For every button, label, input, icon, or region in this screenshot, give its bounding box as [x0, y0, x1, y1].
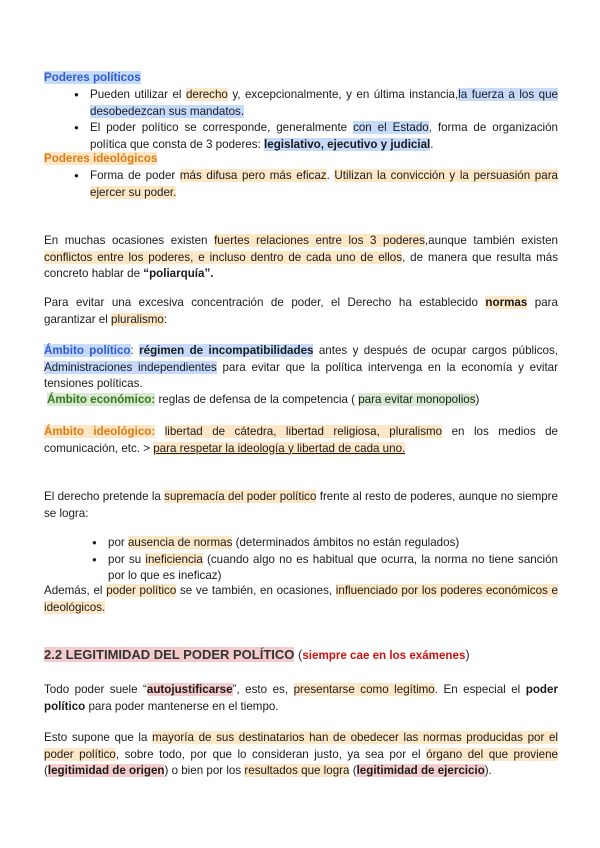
paragraph-ademas: Además, el poder político se ve también, en ocasiones, influenciado por los poderes económicos e ideológicos. [44, 584, 558, 614]
list-item: ● por su ineficiencia (cuando algo no es habitual que ocurra, la norma no tiene sanción por lo que es ineficaz) [108, 552, 558, 585]
paragraph-normas: Para evitar una excesiva concentración de poder, el Derecho ha establecido normas para garantizar el pluralismo: [44, 296, 558, 326]
paragraph-ambito-politico: Ámbito político: régimen de incompatibilidades antes y después de ocupar cargos públicos, Administraciones independientes para evitar que la política intervenga en la economía y evitar tensiones políticas. [44, 344, 558, 390]
list-item: ● El poder político se corresponde, generalmente con el Estado, forma de organización política que consta de 3 poderes: legislativo, ejecutivo y judicial. [90, 120, 558, 153]
list-item: ● por ausencia de normas (determinados ámbitos no están regulados) [108, 535, 558, 552]
section-title-poderes-politicos: Poderes políticos [44, 71, 141, 84]
paragraph-supremacia: El derecho pretende la supremacía del poder político frente al resto de poderes, aunque no siempre se logra: [44, 490, 558, 520]
paragraph-ambito-ideologico: Ámbito ideológico: libertad de cátedra, libertad religiosa, pluralismo en los medios de comunicación, etc. > para respetar la ideología y libertad de cada uno. [44, 425, 558, 455]
paragraph-poliarquia: En muchas ocasiones existen fuertes relaciones entre los 3 poderes,aunque también existen conflictos entre los poderes, e incluso dentro de cada uno de ellos, de manera que resulta más concreto hablar de “poliarquía”. [44, 234, 559, 280]
list-item: ● Pueden utilizar el derecho y, excepcionalmente, y en última instancia,la fuerza a los que desobedezcan sus mandatos. [90, 87, 558, 120]
poderes-politicos-list [90, 87, 558, 153]
paragraph-legitimidad: Esto supone que la mayoría de sus destinatarios han de obedecer las normas producidas por el poder político, sobre todo, por que lo consideran justo, ya sea por el órgano del que proviene (legitimidad de origen) o bien por los resultados que logra (legitimidad de ejercicio). [44, 731, 558, 777]
section-heading-legitimidad: 2.2 LEGITIMIDAD DEL PODER POLÍTICO (siempre cae en los exámenes) [44, 647, 470, 662]
paragraph-autojustificarse: Todo poder suele “autojustificarse”, esto es, presentarse como legítimo. En especial el poder político para poder mantenerse en el tiempo. [44, 683, 558, 713]
paragraph-ambito-economico: Ámbito económico: reglas de defensa de la competencia ( para evitar monopolios) [47, 393, 480, 406]
poderes-ideologicos-list [90, 168, 558, 201]
section-title-poderes-ideologicos: Poderes ideológicos [44, 152, 158, 165]
supremacia-list [108, 535, 558, 585]
list-item: ● Forma de poder más difusa pero más eficaz. Utilizan la convicción y la persuasión para ejercer su poder. [90, 168, 558, 201]
